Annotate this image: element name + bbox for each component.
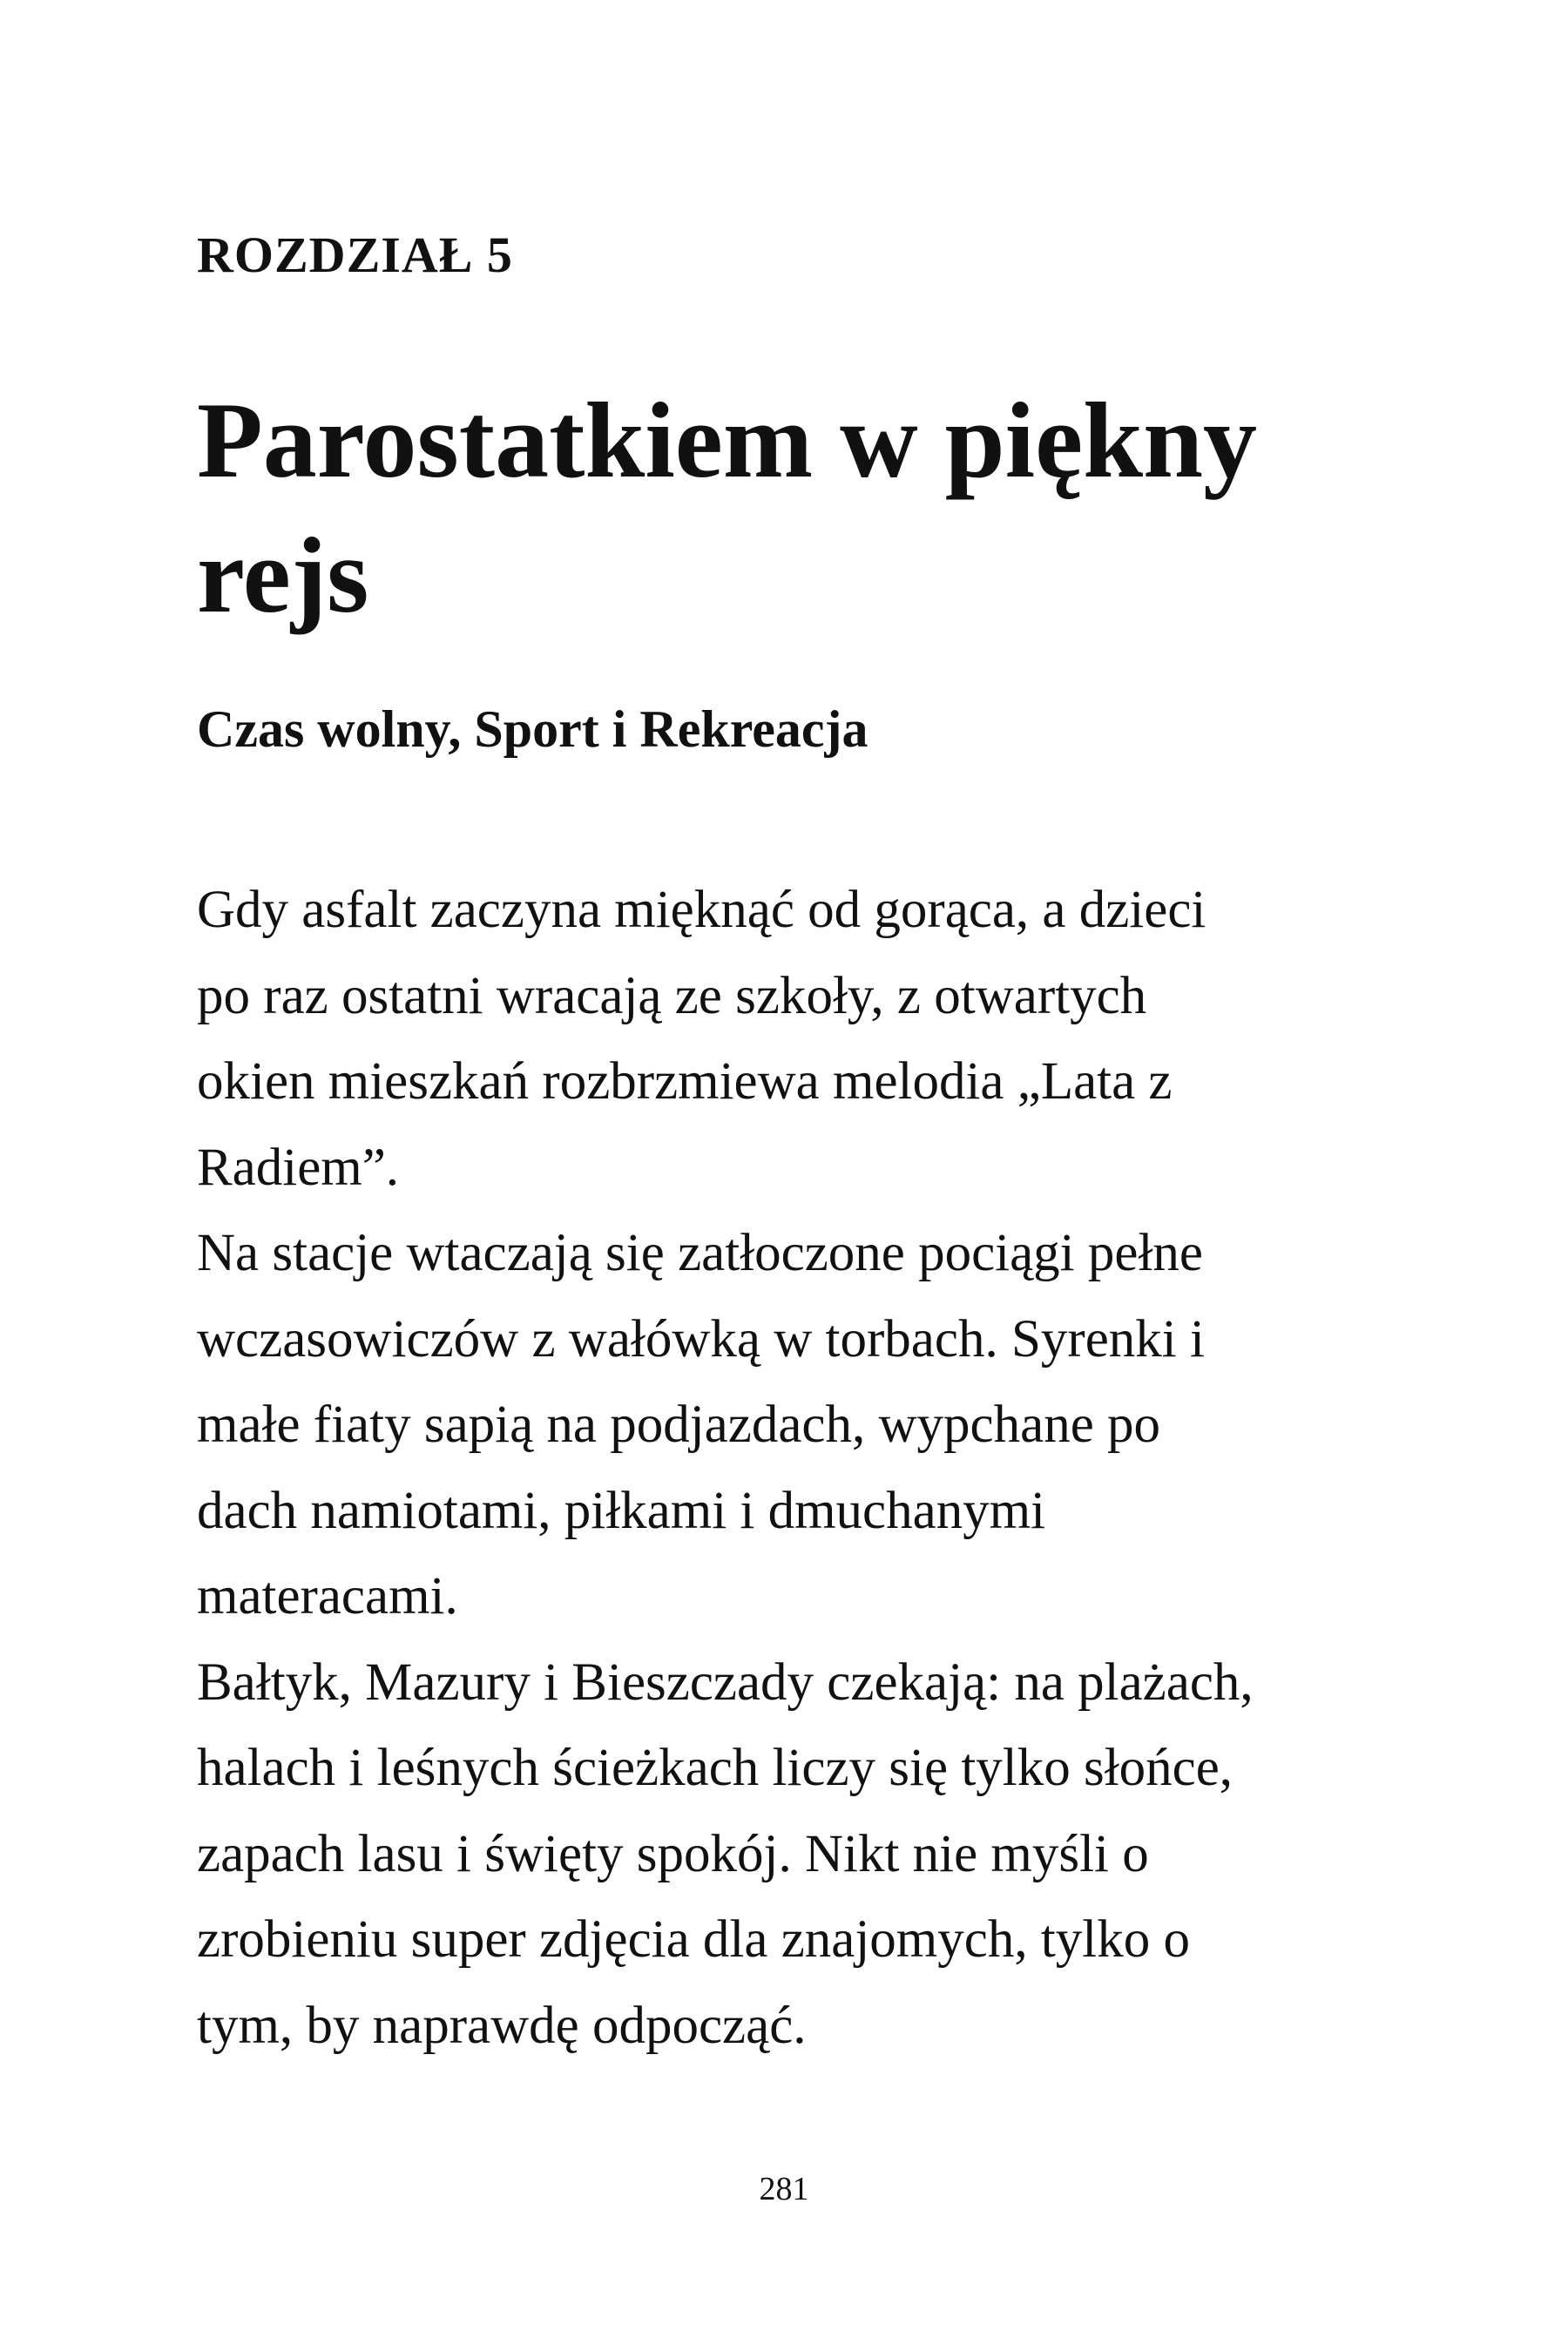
text-line: tym, by naprawdę odpocząć.	[197, 1996, 807, 2055]
chapter-title-line: Parostatkiem w piękny	[197, 381, 1258, 500]
text-line: zapach lasu i święty spokój. Nikt nie myśli o	[197, 1824, 1149, 1883]
text-line: Na stacje wtaczają się zatłoczone pociągi pełne	[197, 1224, 1203, 1282]
chapter-label: ROZDZIAŁ 5	[197, 226, 513, 283]
text-line: materacami.	[197, 1567, 458, 1625]
chapter-subtitle: Czas wolny, Sport i Rekreacja	[197, 700, 868, 758]
text-line: małe fiaty sapią na podjazdach, wypchane po	[197, 1396, 1161, 1454]
paragraph-summer-start	[197, 868, 1434, 1211]
text-line: okien mieszkań rozbrzmiewa melodia „Lata z	[197, 1052, 1173, 1111]
text-line: dach namiotami, piłkami i dmuchanymi	[197, 1481, 1046, 1540]
body-text	[197, 868, 1434, 2069]
chapter-title-line: rejs	[197, 516, 369, 635]
text-line: Bałtyk, Mazury i Bieszczady czekają: na plażach,	[197, 1652, 1254, 1712]
text-line: wczasowiczów z wałówką w torbach. Syrenki i	[197, 1309, 1205, 1369]
paragraph-destinations	[197, 1640, 1434, 2070]
chapter-title	[197, 373, 1451, 643]
text-line: Radiem”.	[197, 1138, 400, 1197]
page-number: 281	[759, 2171, 809, 2207]
text-line: halach i leśnych ścieżkach liczy się tylko słońce,	[197, 1739, 1233, 1797]
text-line: zrobieniu super zdjęcia dla znajomych, tylko o	[197, 1910, 1190, 1969]
paragraph-vacationers	[197, 1211, 1434, 1640]
text-line: po raz ostatni wracają ze szkoły, z otwartych	[197, 966, 1147, 1025]
text-line: Gdy asfalt zaczyna mięknąć od gorąca, a dzieci	[197, 881, 1206, 939]
